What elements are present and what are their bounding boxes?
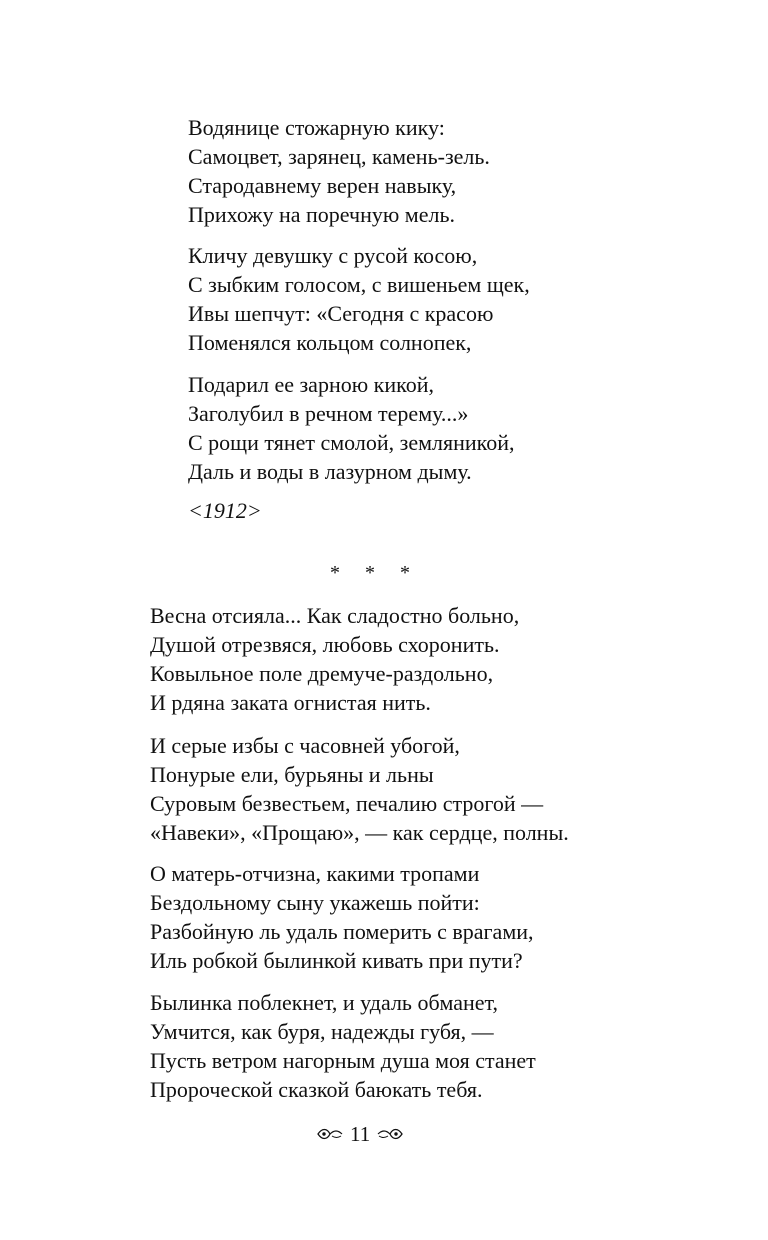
poem-line: Кличу девушку с русой косою, [188, 243, 478, 268]
poem-line: Весна отсияла... Как сладостно больно, [150, 603, 520, 628]
poem-line: Прихожу на поречную мель. [188, 202, 455, 227]
poem-line: Подарил ее зарною кикой, [188, 372, 434, 397]
poem-line: Самоцвет, зарянец, камень-зель. [188, 144, 490, 169]
poem-line: Ковыльное поле дремуче-раздольно, [150, 661, 494, 686]
poem-line: Даль и воды в лазурном дыму. [188, 459, 472, 484]
poem-line: Пусть ветром нагорным душа моя станет [150, 1048, 536, 1073]
poem-line: Разбойную ль удаль померить с врагами, [150, 919, 534, 944]
poem2-stanza-1 [150, 601, 519, 717]
page-number: 11 [350, 1122, 371, 1146]
poem-line: Стародавнему верен навыку, [188, 173, 457, 198]
poem-line: «Навеки», «Прощаю», — как сердце, полны. [150, 820, 569, 845]
poem-line: Суровым безвестьем, печалию строгой — [150, 791, 544, 816]
poem1-date: <1912> [188, 498, 262, 523]
page-footer [316, 1122, 404, 1146]
poem-line: Пророческой сказкой баюкать тебя. [150, 1077, 483, 1102]
poem-line: Водянице стожарную кику: [188, 115, 445, 140]
poem-line: Ивы шепчут: «Сегодня с красою [188, 301, 494, 326]
poem-line: С зыбким голосом, с вишеньем щек, [188, 272, 530, 297]
poem-line: Заголубил в речном терему...» [188, 401, 469, 426]
poem1-stanza-3 [188, 370, 515, 486]
poem2-stanza-4 [150, 988, 536, 1104]
poem-line: Поменялся кольцом солнопек, [188, 330, 472, 355]
poem1-stanza-1 [188, 113, 490, 229]
poem-line: О матерь-отчизна, какими тропами [150, 861, 480, 886]
poem-line: Умчится, как буря, надежды губя, — [150, 1019, 494, 1044]
poem-line: Бездольному сыну укажешь пойти: [150, 890, 480, 915]
poem-line: И рдяна заката огнистая нить. [150, 690, 431, 715]
poem-line: Былинка поблекнет, и удаль обманет, [150, 990, 498, 1015]
poem2-stanza-3 [150, 859, 534, 975]
poem-line: Иль робкой былинкой кивать при пути? [150, 948, 523, 973]
flourish-right-icon [376, 1125, 404, 1143]
section-separator: * * * [330, 562, 420, 584]
poem-line: Понурые ели, бурьяны и льны [150, 762, 434, 787]
poem1-stanza-2 [188, 241, 530, 357]
flourish-left-icon [316, 1125, 344, 1143]
poem-line: Душой отрезвяся, любовь схоронить. [150, 632, 500, 657]
poem-line: С рощи тянет смолой, земляникой, [188, 430, 515, 455]
poem2-stanza-2 [150, 731, 569, 847]
poem-line: И серые избы с часовней убогой, [150, 733, 460, 758]
